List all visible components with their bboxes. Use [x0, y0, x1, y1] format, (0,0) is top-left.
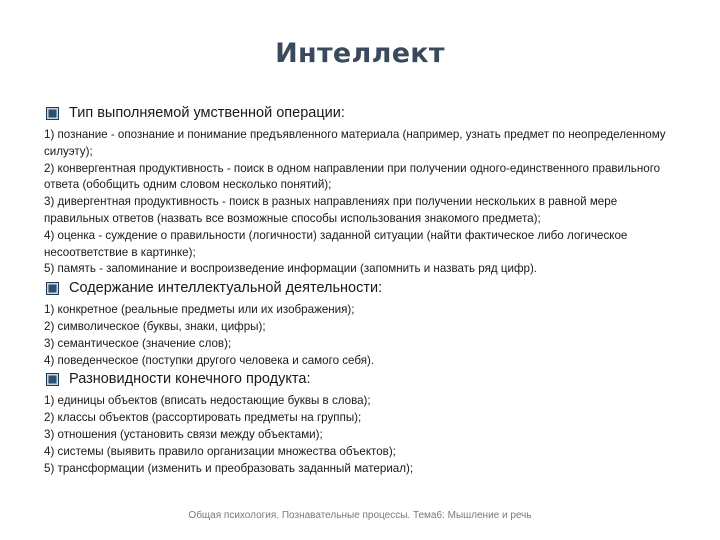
item-list [44, 302, 674, 369]
section-heading-text: Разновидности конечного продукта: [69, 371, 311, 388]
slide-title: Интеллект [275, 38, 445, 69]
section-operation-type [44, 104, 674, 278]
slide-footer: Общая психология. Познавательные процессы. Тема6: Мышление и речь [188, 510, 532, 521]
list-item: 2) классы объектов (рассортировать предметы на группы); [44, 411, 362, 425]
list-item: 4) оценка - суждение о правильности (логичности) заданной ситуации (найти фактическое либо логическое несоответствие в картинке); [44, 228, 628, 259]
section-heading [44, 370, 674, 389]
list-item: 2) конвергентная продуктивность - поиск в одном направлении при получении одного-единственного правильного ответа (обобщить одним словом несколько понятий); [44, 161, 661, 192]
list-item: 5) память - запоминание и воспроизведение информации (запомнить и назвать ряд цифр). [44, 262, 538, 276]
section-heading-text: Тип выполняемой умственной операции: [69, 105, 345, 121]
section-heading-text: Содержание интеллектуальной деятельности: [69, 280, 383, 297]
section-heading [44, 279, 674, 298]
list-item: 1) конкретное (реальные предметы или их изображения); [44, 303, 355, 317]
list-item: 1) познание - опознание и понимание предъявленного материала (например, узнать предмет по неопределенному силуэту); [44, 128, 666, 158]
item-list [44, 393, 674, 477]
item-list [44, 127, 674, 278]
section-activity-content [44, 279, 674, 369]
list-item: 4) системы (выявить правило организации множества объектов); [44, 444, 396, 458]
list-item: 3) семантическое (значение слов); [44, 336, 232, 350]
list-item: 1) единицы объектов (вписать недостающие буквы в слова); [44, 394, 371, 408]
square-bullet-icon [46, 107, 59, 120]
list-item: 3) дивергентная продуктивность - поиск в разных направлениях при получении нескольких в равной мере правильных ответов (назвать все возможные способы использования знакомого предмета); [44, 195, 618, 225]
list-item: 5) трансформации (изменить и преобразовать заданный материал); [44, 461, 414, 475]
list-item: 4) поведенческое (поступки другого человека и самого себя). [44, 353, 375, 367]
square-bullet-icon [46, 373, 59, 386]
slide-content [44, 104, 674, 477]
list-item: 2) символическое (буквы, знаки, цифры); [44, 319, 266, 333]
list-item: 3) отношения (установить связи между объектами); [44, 427, 323, 441]
square-bullet-icon [46, 282, 59, 295]
section-final-product [44, 370, 674, 477]
section-heading [44, 104, 674, 123]
